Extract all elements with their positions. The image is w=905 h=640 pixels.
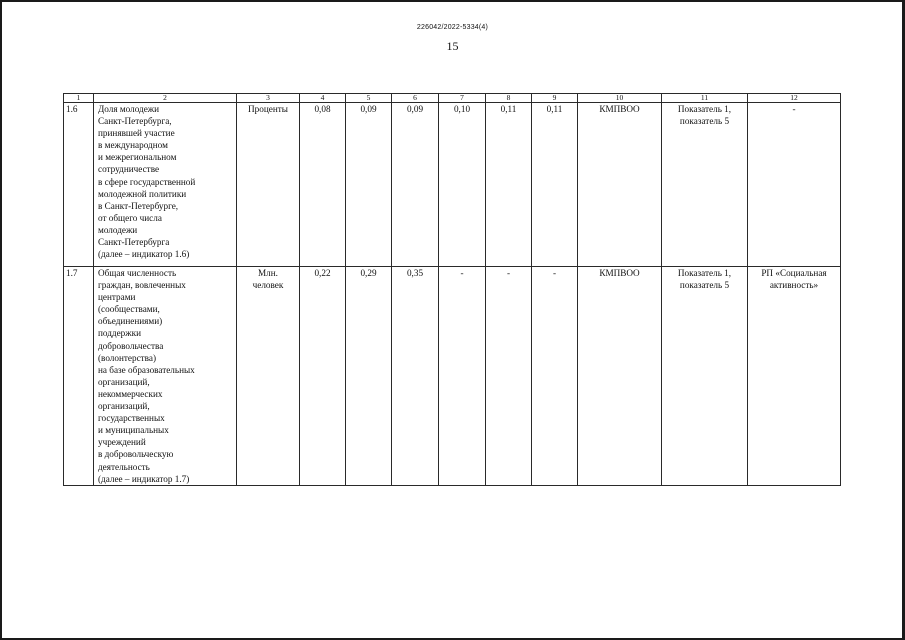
value-cell: 0,35	[392, 267, 439, 486]
indicator-name-line: и межрегиональном	[98, 152, 177, 163]
responsible-cell: КМПВОО	[578, 103, 662, 267]
indicator-name-line: в сфере государственной	[98, 176, 196, 187]
page-number: 15	[446, 39, 459, 53]
value-cell: 0,10	[439, 103, 486, 267]
value-cell: 0,11	[486, 103, 532, 267]
column-header: 4	[300, 94, 346, 103]
column-header: 2	[94, 94, 237, 103]
unit-cell	[237, 103, 300, 267]
indicator-name-line: граждан, вовлеченных	[98, 280, 186, 291]
indicator-name-line: Общая численность	[98, 268, 177, 278]
indicator-name-line: Санкт-Петербурга	[98, 237, 170, 248]
regional-project-line: активность»	[769, 280, 819, 291]
value-cell: -	[532, 267, 578, 486]
column-header: 5	[346, 94, 392, 103]
indicator-name-line: Санкт-Петербурга,	[98, 116, 172, 127]
value-cell: 0,11	[532, 103, 578, 267]
linked-indicator-line: Показатель 1,	[677, 268, 732, 278]
value-cell: 0,09	[346, 103, 392, 267]
indicator-name-line: в международном	[98, 140, 168, 151]
column-header: 8	[486, 94, 532, 103]
column-header: 9	[532, 94, 578, 103]
column-header: 10	[578, 94, 662, 103]
indicator-name-line: деятельность	[98, 461, 150, 472]
value-cell: 0,09	[392, 103, 439, 267]
column-header: 12	[748, 94, 841, 103]
indicator-name-line: (сообществами,	[98, 304, 160, 315]
indicator-name-line: центрами	[98, 292, 136, 303]
responsible-cell: КМПВОО	[578, 267, 662, 486]
row-number-cell: 1.7	[64, 267, 94, 486]
indicator-name-line: в Санкт-Петербурге,	[98, 200, 179, 211]
value-cell: 0,29	[346, 267, 392, 486]
indicator-name-line: государственных	[98, 413, 165, 424]
value-cell: 0,22	[300, 267, 346, 486]
indicator-name-line: молодежной политики	[98, 188, 187, 199]
indicator-name-line: (далее – индикатор 1.7)	[98, 473, 190, 484]
indicator-name-line: принявшей участие	[98, 128, 175, 139]
linked-indicator-line: Показатель 1,	[677, 104, 732, 114]
regional-project-cell	[748, 267, 841, 486]
indicator-name-line: (далее – индикатор 1.6)	[98, 249, 190, 260]
unit-line: Проценты	[248, 104, 288, 114]
scan-border-left	[0, 0, 2, 640]
value-cell: 0,08	[300, 103, 346, 267]
indicator-name-line: организаций,	[98, 401, 150, 412]
indicator-name-cell	[94, 267, 237, 486]
column-header: 11	[662, 94, 748, 103]
unit-line: человек	[252, 280, 284, 291]
indicator-name-cell	[94, 103, 237, 267]
linked-indicator-cell	[662, 267, 748, 486]
indicator-name-line: от общего числа	[98, 212, 162, 223]
regional-project-cell	[748, 103, 841, 267]
indicator-name-line: объединениями)	[98, 316, 163, 327]
document-registration-number: 226042/2022-5334(4)	[416, 24, 489, 31]
linked-indicator-cell	[662, 103, 748, 267]
indicator-name-line: молодежи	[98, 224, 138, 235]
table-row	[64, 103, 841, 267]
column-header: 7	[439, 94, 486, 103]
indicator-name-line: поддержки	[98, 328, 141, 339]
column-number-row	[64, 94, 841, 103]
indicator-name-line: некоммерческих	[98, 388, 163, 399]
indicators-table	[63, 93, 841, 486]
indicator-name-line: и муниципальных	[98, 425, 169, 436]
linked-indicator-line: показатель 5	[679, 116, 730, 127]
table-row	[64, 267, 841, 486]
unit-line: Млн.	[258, 268, 278, 278]
indicator-name-line: Доля молодежи	[98, 104, 160, 114]
row-number-cell: 1.6	[64, 103, 94, 267]
scan-border-top	[0, 0, 905, 2]
column-header: 6	[392, 94, 439, 103]
indicator-name-line: добровольчества	[98, 340, 164, 351]
column-header: 1	[64, 94, 94, 103]
regional-project-line: -	[792, 104, 796, 114]
value-cell: -	[439, 267, 486, 486]
indicator-name-line: в добровольческую	[98, 449, 174, 460]
indicator-name-line: сотрудничестве	[98, 164, 160, 175]
regional-project-line: РП «Социальная	[761, 268, 827, 278]
unit-cell	[237, 267, 300, 486]
indicator-name-line: учреждений	[98, 437, 146, 448]
indicator-name-line: на базе образовательных	[98, 364, 195, 375]
column-header: 3	[237, 94, 300, 103]
value-cell: -	[486, 267, 532, 486]
linked-indicator-line: показатель 5	[679, 280, 730, 291]
indicator-name-line: (волонтерства)	[98, 352, 157, 363]
indicator-name-line: организаций,	[98, 376, 150, 387]
